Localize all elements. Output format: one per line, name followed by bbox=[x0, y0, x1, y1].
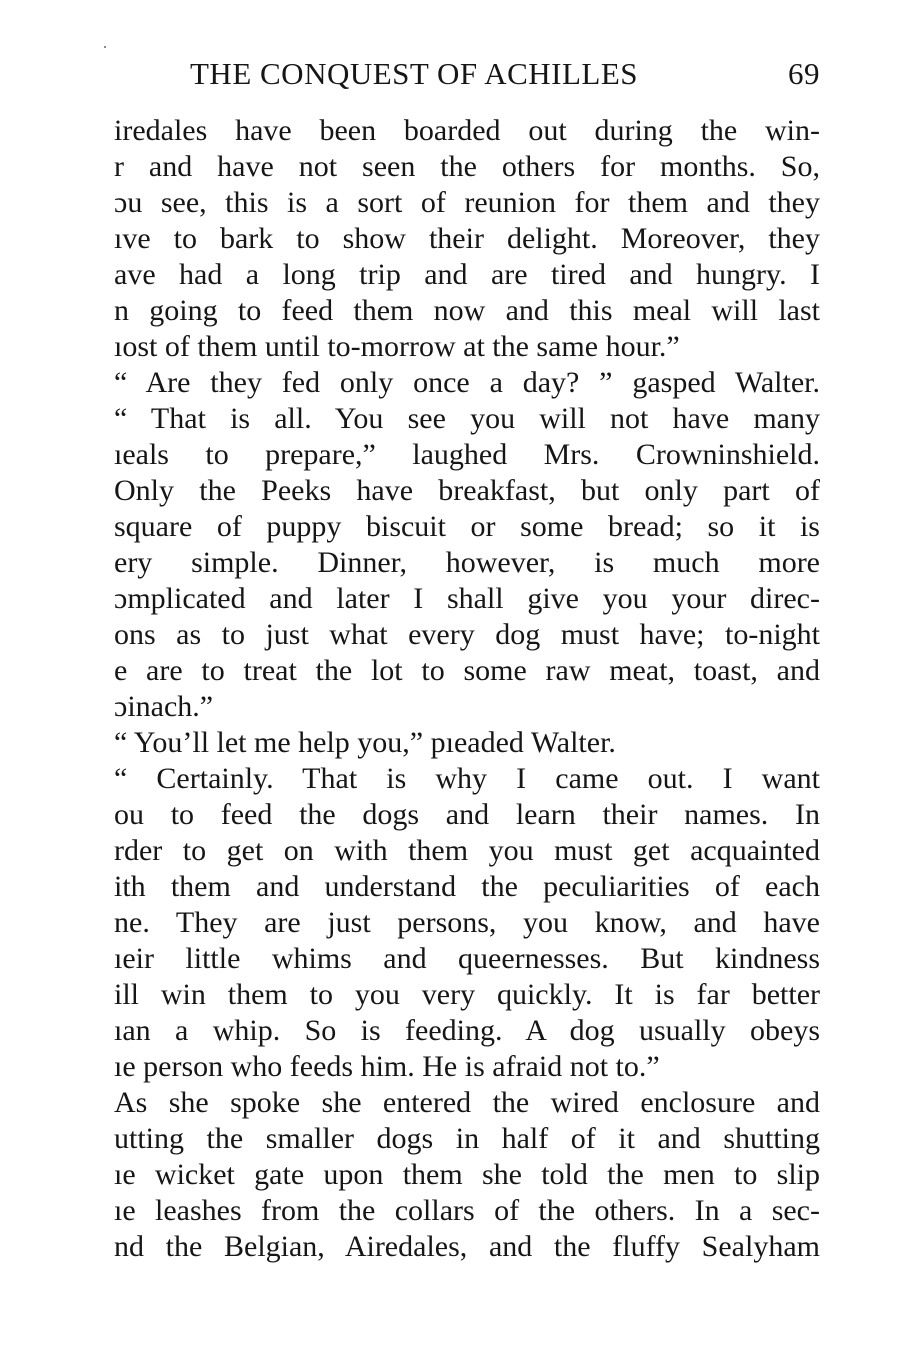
text-line: ıost of them until to-morrow at the same hour.” bbox=[114, 330, 680, 363]
text-line: ne. They are just persons, you know, and have bbox=[114, 906, 820, 939]
text-line: ɔmplicated and later I shall give you your direc- bbox=[114, 582, 820, 615]
text-line: “ You’ll let me help you,” pıeaded Walter. bbox=[114, 726, 616, 759]
text-line: rder to get on with them you must get acquainted bbox=[114, 834, 820, 867]
text-line: ıe wicket gate upon them she told the men to slip bbox=[114, 1158, 820, 1191]
page-number: 69 bbox=[788, 56, 820, 91]
text-line: “ Are they fed only once a day? ” gasped Walter. bbox=[114, 366, 820, 399]
text-line: “ That is all. You see you will not have many bbox=[114, 402, 820, 435]
text-line: ons as to just what every dog must have; to-night bbox=[114, 618, 820, 651]
page-speck bbox=[104, 46, 106, 48]
text-line: n going to feed them now and this meal will last bbox=[114, 294, 820, 327]
text-line: e are to treat the lot to some raw meat, toast, and bbox=[114, 654, 820, 687]
text-line: iredales have been boarded out during the win- bbox=[114, 114, 820, 147]
text-line: ıe person who feeds him. He is afraid not to.” bbox=[114, 1050, 660, 1083]
text-line: ery simple. Dinner, however, is much more bbox=[114, 546, 820, 579]
text-line: ıve to bark to show their delight. Moreover, they bbox=[114, 222, 820, 255]
text-line: Only the Peeks have breakfast, but only part of bbox=[114, 474, 820, 507]
text-line: nd the Belgian, Airedales, and the fluffy Sealyham bbox=[114, 1230, 820, 1263]
text-line: ıeir little whims and queernesses. But kindness bbox=[114, 942, 820, 975]
running-title: THE CONQUEST OF ACHILLES bbox=[190, 56, 639, 91]
text-line: “ Certainly. That is why I came out. I want bbox=[114, 762, 820, 795]
text-line: square of puppy biscuit or some bread; so it is bbox=[114, 510, 820, 543]
text-line: ıeals to prepare,” laughed Mrs. Crowninshield. bbox=[114, 438, 820, 471]
text-line: As she spoke she entered the wired enclosure and bbox=[114, 1086, 820, 1119]
text-line: ill win them to you very quickly. It is far better bbox=[114, 978, 820, 1011]
text-line: ɔinach.” bbox=[114, 690, 214, 723]
text-line: ıan a whip. So is feeding. A dog usually obeys bbox=[114, 1014, 820, 1047]
text-line: r and have not seen the others for months. So, bbox=[114, 150, 820, 183]
text-line: ɔu see, this is a sort of reunion for them and they bbox=[114, 186, 820, 219]
text-line: ith them and understand the peculiarities of each bbox=[114, 870, 820, 903]
text-line: ave had a long trip and are tired and hungry. I bbox=[114, 258, 820, 291]
text-line: utting the smaller dogs in half of it and shutting bbox=[114, 1122, 820, 1155]
running-head bbox=[190, 52, 820, 96]
text-line: ıe leashes from the collars of the others. In a sec- bbox=[114, 1194, 820, 1227]
text-line: ou to feed the dogs and learn their names. In bbox=[114, 798, 820, 831]
